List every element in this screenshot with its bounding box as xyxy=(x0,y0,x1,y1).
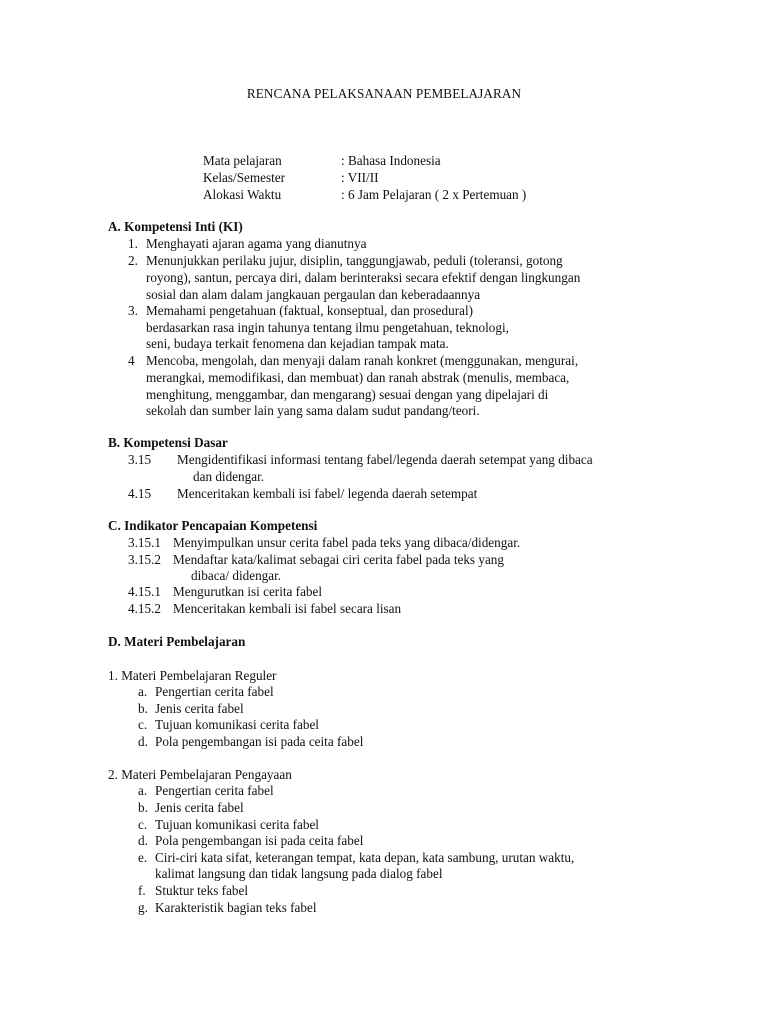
ipk-3-15-1-number: 3.15.1 xyxy=(128,535,161,550)
list-item-letter: d. xyxy=(138,833,148,848)
list-item: Pola pengembangan isi pada ceita fabel xyxy=(155,734,364,749)
ipk-4-15-1-text: Mengurutkan isi cerita fabel xyxy=(173,584,323,599)
ki-2-text: Menunjukkan perilaku jujur, disiplin, tanggungjawab, peduli (toleransi, gotong xyxy=(146,253,563,268)
list-item: Jenis cerita fabel xyxy=(155,701,244,716)
kd-3-15-text: dan didengar. xyxy=(193,469,265,484)
info-value-subject: : Bahasa Indonesia xyxy=(341,153,441,168)
kd-4-15-number: 4.15 xyxy=(128,486,152,501)
ki-3-text: berdasarkan rasa ingin tahunya tentang ilmu pengetahuan, teknologi, xyxy=(146,320,509,335)
ipk-4-15-2-number: 4.15.2 xyxy=(128,601,161,616)
list-item: Pola pengembangan isi pada ceita fabel xyxy=(155,833,364,848)
list-item-letter: c. xyxy=(138,717,148,732)
ipk-4-15-2-text: Menceritakan kembali isi fabel secara lisan xyxy=(173,601,402,616)
kd-3-15-number: 3.15 xyxy=(128,452,152,467)
ki-4-text: Mencoba, mengolah, dan menyaji dalam ranah konkret (menggunakan, mengurai, xyxy=(146,353,579,368)
list-item: Ciri-ciri kata sifat, keterangan tempat, kata depan, kata sambung, urutan waktu, xyxy=(155,850,575,865)
list-item-letter: g. xyxy=(138,900,148,915)
section-a-heading: A. Kompetensi Inti (KI) xyxy=(108,219,243,234)
ki-2-number: 2. xyxy=(128,253,138,268)
list-item-letter: c. xyxy=(138,817,148,832)
ki-2-text: sosial dan alam dalam jangkauan pergaulan dan keberadaannya xyxy=(146,287,481,302)
list-item: Karakteristik bagian teks fabel xyxy=(155,900,317,915)
materi-pengayaan-title: 2. Materi Pembelajaran Pengayaan xyxy=(108,767,292,782)
ipk-3-15-1-text: Menyimpulkan unsur cerita fabel pada teks yang dibaca/didengar. xyxy=(173,535,521,550)
ki-1-number: 1. xyxy=(128,236,138,251)
list-item: Jenis cerita fabel xyxy=(155,800,244,815)
info-label-subject: Mata pelajaran xyxy=(203,153,282,168)
list-item-letter: a. xyxy=(138,783,148,798)
info-label-time: Alokasi Waktu xyxy=(203,187,282,202)
section-b-heading: B. Kompetensi Dasar xyxy=(108,435,228,450)
ki-4-number: 4 xyxy=(128,353,135,368)
list-item-letter: b. xyxy=(138,800,148,815)
list-item: Tujuan komunikasi cerita fabel xyxy=(155,817,319,832)
kd-4-15-text: Menceritakan kembali isi fabel/ legenda daerah setempat xyxy=(177,486,478,501)
list-item-letter: f. xyxy=(138,883,146,898)
list-item: kalimat langsung dan tidak langsung pada dialog fabel xyxy=(155,866,443,881)
list-item: Pengertian cerita fabel xyxy=(155,684,274,699)
list-item: Tujuan komunikasi cerita fabel xyxy=(155,717,319,732)
ki-4-text: menghitung, menggambar, dan mengarang) sesuai dengan yang dipelajari di xyxy=(146,387,549,402)
ipk-4-15-1-number: 4.15.1 xyxy=(128,584,161,599)
ki-2-text: royong), santun, percaya diri, dalam berinteraksi secara efektif dengan lingkungan xyxy=(146,270,581,285)
ki-3-text: seni, budaya terkait fenomena dan kejadian tampak mata. xyxy=(146,336,449,351)
ipk-3-15-2-number: 3.15.2 xyxy=(128,552,161,567)
list-item-letter: e. xyxy=(138,850,148,865)
info-label-class: Kelas/Semester xyxy=(203,170,286,185)
ki-3-number: 3. xyxy=(128,303,138,318)
list-item-letter: b. xyxy=(138,701,148,716)
list-item-letter: d. xyxy=(138,734,148,749)
section-d-heading: D. Materi Pembelajaran xyxy=(108,634,246,649)
ki-1-text: Menghayati ajaran agama yang dianutnya xyxy=(146,236,367,251)
list-item-letter: a. xyxy=(138,684,148,699)
list-item: Pengertian cerita fabel xyxy=(155,783,274,798)
list-item: Stuktur teks fabel xyxy=(155,883,249,898)
info-value-time: : 6 Jam Pelajaran ( 2 x Pertemuan ) xyxy=(341,187,527,202)
ipk-3-15-2-text: dibaca/ didengar. xyxy=(191,568,282,583)
info-value-class: : VII/II xyxy=(341,170,379,185)
section-c-heading: C. Indikator Pencapaian Kompetensi xyxy=(108,518,318,533)
kd-3-15-text: Mengidentifikasi informasi tentang fabel/legenda daerah setempat yang dibaca xyxy=(177,452,593,467)
ki-4-text: sekolah dan sumber lain yang sama dalam sudut pandang/teori. xyxy=(146,403,480,418)
ki-3-text: Memahami pengetahuan (faktual, konseptual, dan prosedural) xyxy=(146,303,474,318)
materi-reguler-title: 1. Materi Pembelajaran Reguler xyxy=(108,668,277,683)
ki-4-text: merangkai, memodifikasi, dan membuat) dan ranah abstrak (menulis, membaca, xyxy=(146,370,570,385)
ipk-3-15-2-text: Mendaftar kata/kalimat sebagai ciri cerita fabel pada teks yang xyxy=(173,552,504,567)
document-title: RENCANA PELAKSANAAN PEMBELAJARAN xyxy=(246,86,522,101)
